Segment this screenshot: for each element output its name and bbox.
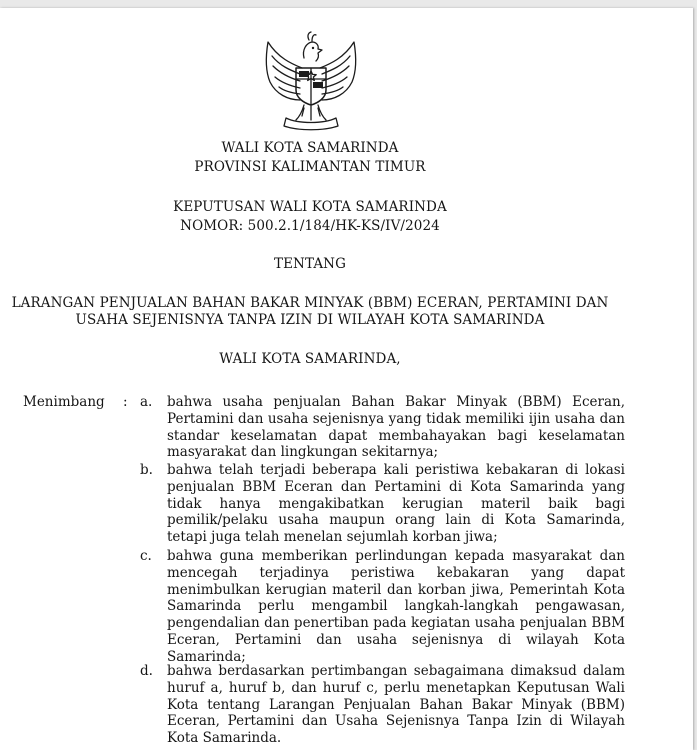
decree-number: NOMOR: 500.2.1/184/HK-KS/IV/2024 [180,218,440,234]
document-page [0,8,693,750]
item-letter-c: c. [140,548,152,564]
about-heading: TENTANG [274,256,346,272]
subject-line-2: USAHA SEJENISNYA TANPA IZIN DI WILAYAH KOTA SAMARINDA [75,312,545,328]
item-letter-a: a. [140,394,153,410]
item-text-d: bahwa berdasarkan pertimbangan sebagaimana dimaksud dalam huruf a, huruf b, dan huruf c, perlu menetapkan Keputusan Wali Kota tentang Larangan Penjualan Bahan Bakar Minyak (BBM) Eceran, Pertamini dan Usaha Sejenisnya Tanpa Izin di Wilayah Kota Samarinda. [167,663,625,747]
item-text-c: bahwa guna memberikan perlindungan kepada masyarakat dan mencegah terjadinya peristiwa kebakaran yang dapat menimbulkan kerugian materil dan korban jiwa, Pemerintah Kota Samarinda perlu mengambil langkah-langkah pengawasan, pengendalian dan penertiban pada kegiatan usaha penjualan BBM Eceran, Pertamini dan usaha sejenisnya di wilayah Kota Samarinda; [167,548,625,665]
office-title: WALI KOTA SAMARINDA [221,140,399,156]
item-letter-b: b. [140,462,153,478]
considering-colon: : [123,394,128,410]
item-letter-d: d. [140,663,153,679]
decree-title: KEPUTUSAN WALI KOTA SAMARINDA [173,199,447,215]
item-text-a: bahwa usaha penjualan Bahan Bakar Minyak (BBM) Eceran, Pertamini dan usaha sejenisnya yang tidak memiliki ijin usaha dan standar keselamatan dapat membahayakan bagi keselamatan masyarakat dan lingkungan sekitarnya; [167,394,625,461]
issuer-heading: WALI KOTA SAMARINDA, [219,351,401,367]
province-title: PROVINSI KALIMANTAN TIMUR [194,159,426,175]
subject-line-1: LARANGAN PENJUALAN BAHAN BAKAR MINYAK (BBM) ECERAN, PERTAMINI DAN [11,295,609,311]
considering-label: Menimbang [23,394,105,410]
garuda-emblem-icon [256,28,366,133]
item-text-b: bahwa telah terjadi beberapa kali peristiwa kebakaran di lokasi penjualan BBM Eceran dan Pertamini di Kota Samarinda yang tidak hanya mengakibatkan kerugian materil baik bagi pemilik/pelaku usaha maupun orang lain di Kota Samarinda, tetapi juga telah menelan sejumlah korban jiwa; [167,462,625,546]
